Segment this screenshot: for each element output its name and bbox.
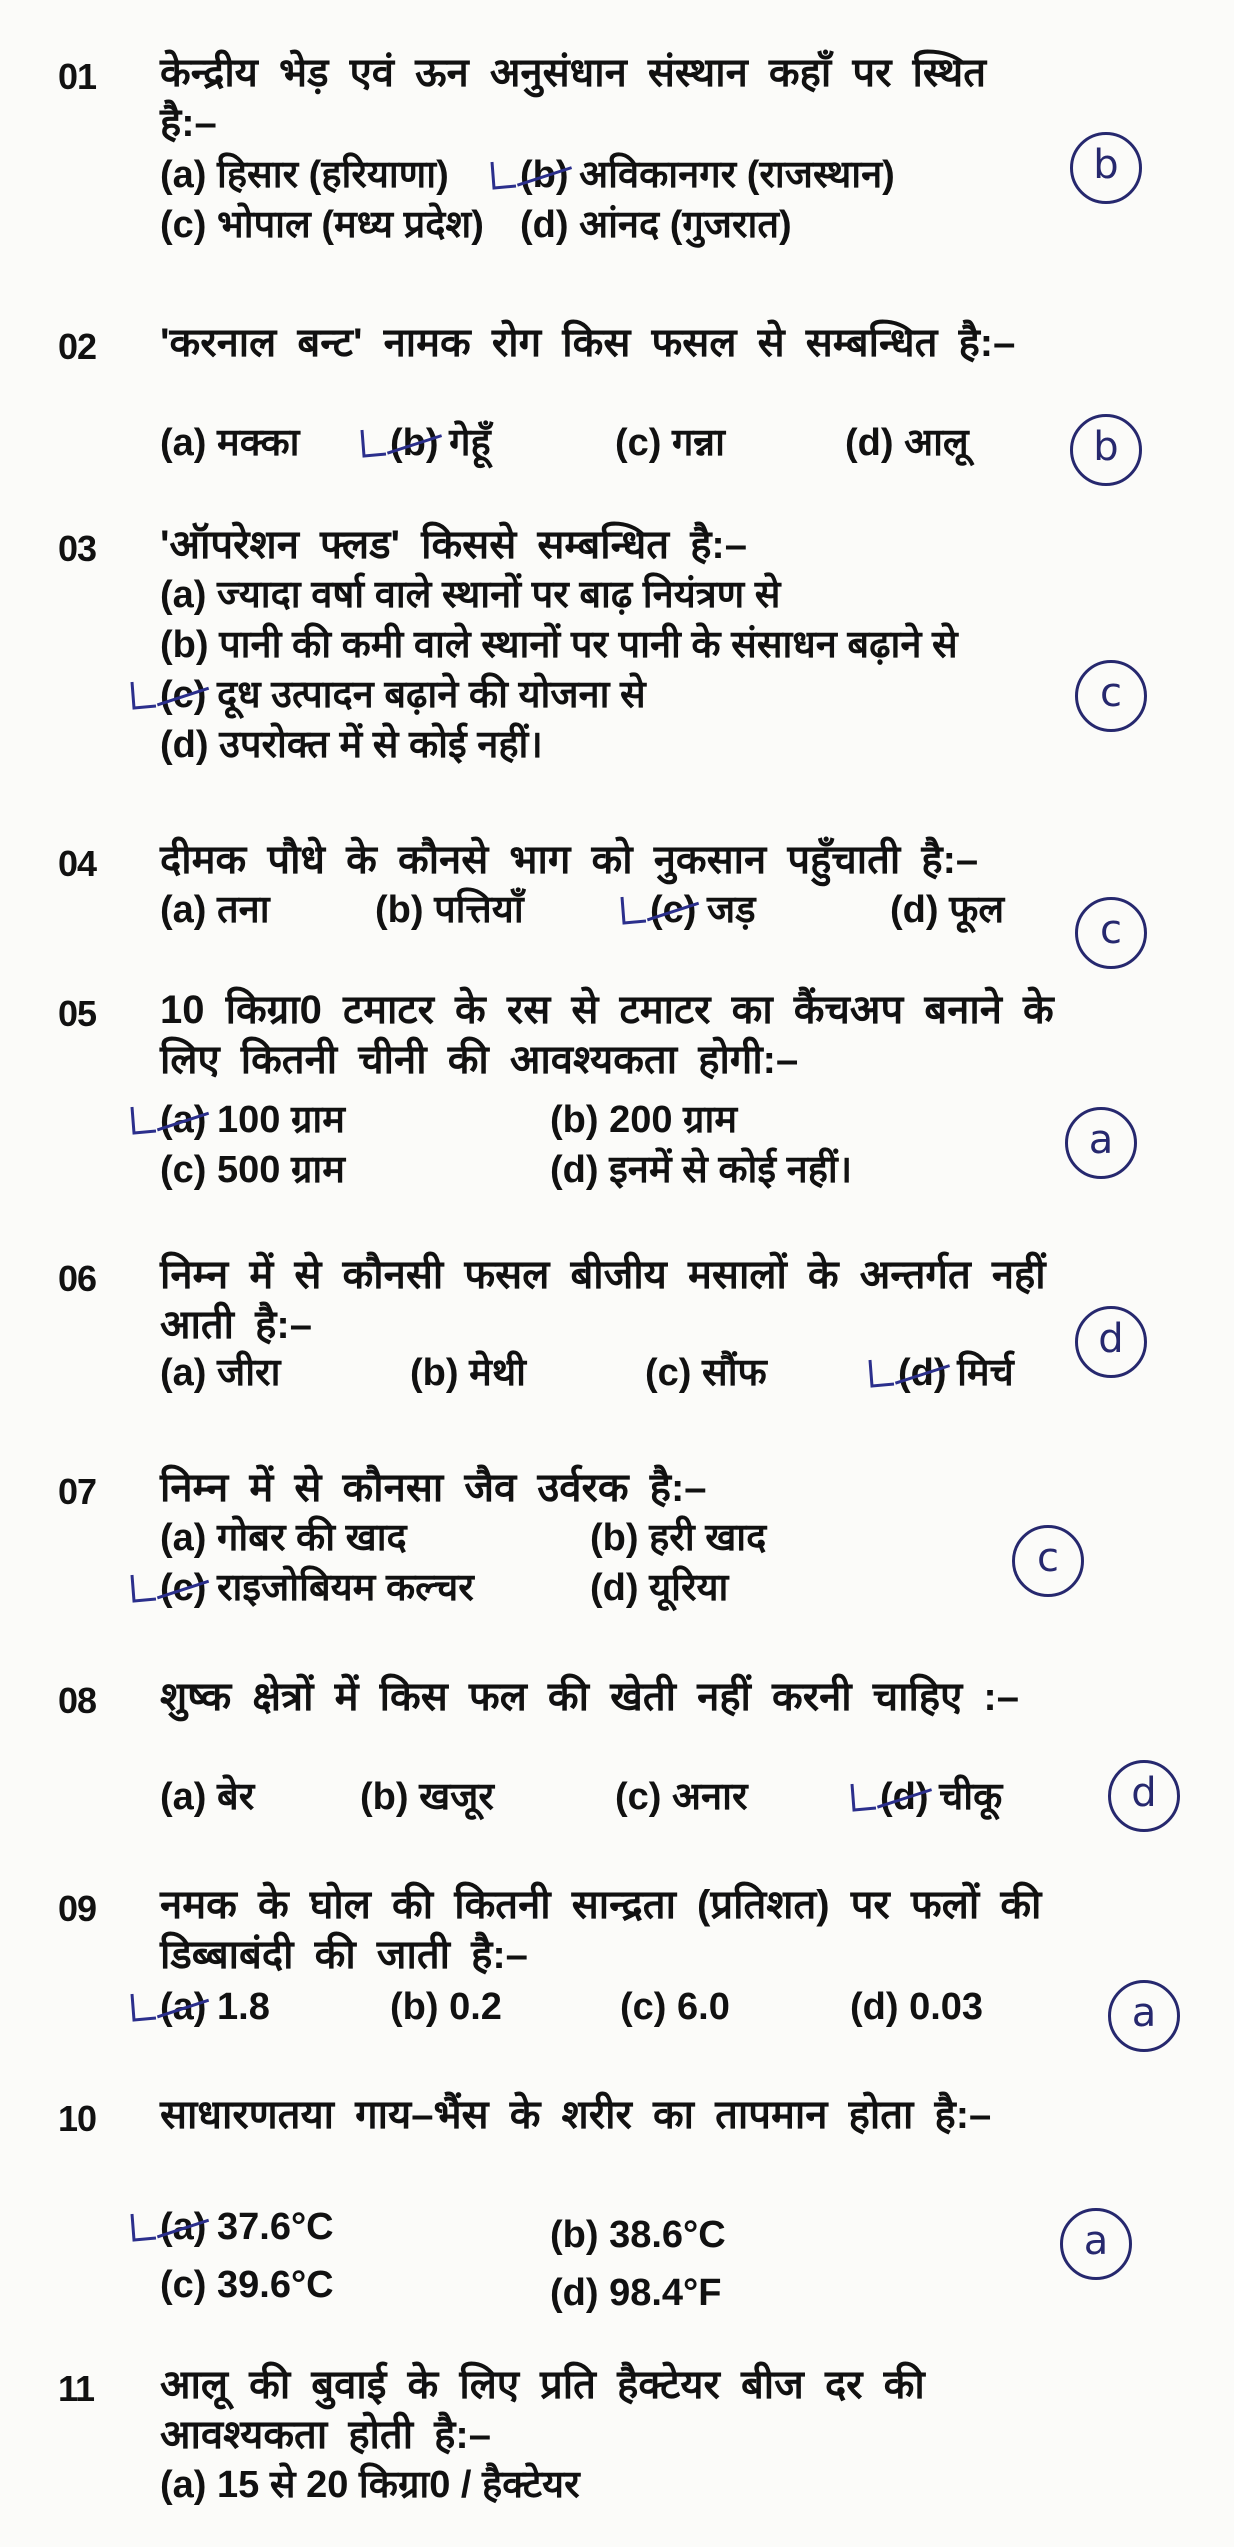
option-a[interactable]: (a) 37.6°C — [160, 2202, 550, 2260]
question-number: 07 — [58, 1471, 97, 1512]
option-c[interactable]: (c) सौंफ — [645, 1352, 767, 1394]
question-number: 09 — [58, 1888, 97, 1929]
question-text: 10 किग्रा0 टमाटर के रस से टमाटर का कैंचअप बनाने के लिए कितनी चीनी की आवश्यकता होगी:– — [160, 988, 1054, 1082]
option-c[interactable]: (c) दूध उत्पादन बढ़ाने की योजना से — [160, 670, 646, 720]
check-mark-icon — [618, 891, 648, 927]
option-d[interactable]: (d) इनमें से कोई नहीं। — [550, 1149, 853, 1191]
options — [160, 2460, 1060, 2510]
option-d[interactable]: (d) चीकू — [880, 1772, 1002, 1822]
question-number: 03 — [58, 528, 97, 569]
options — [160, 1348, 1060, 1398]
question-number: 06 — [58, 1258, 97, 1299]
option-a[interactable]: (a) 100 ग्राम — [160, 1095, 550, 1145]
circled-answer: d — [1108, 1760, 1180, 1832]
question-text: निम्न में से कौनसी फसल बीजीय मसालों के अन्तर्गत नहीं आती है:– — [160, 1253, 1046, 1347]
circled-answer: c — [1075, 897, 1147, 969]
question-number: 05 — [58, 993, 97, 1034]
option-b[interactable]: (b) हरी खाद — [590, 1517, 767, 1559]
option-c[interactable]: (c) भोपाल (मध्य प्रदेश) — [160, 204, 484, 246]
option-b[interactable]: (b) मेथी — [410, 1352, 526, 1394]
option-a[interactable]: (a) तना — [160, 889, 270, 931]
question-text: केन्द्रीय भेड़ एवं ऊन अनुसंधान संस्थान कहाँ पर स्थित है:– — [160, 51, 987, 145]
options — [160, 2202, 1060, 2318]
question-text: नमक के घोल की कितनी सान्द्रता (प्रतिशत) पर फलों की डिब्बाबंदी की जाती है:– — [160, 1883, 1042, 1977]
question-number: 01 — [58, 56, 97, 97]
question-number: 08 — [58, 1680, 97, 1721]
option-c[interactable]: (c) राइजोबियम कल्चर — [160, 1563, 590, 1613]
option-c[interactable]: (c) जड़ — [650, 885, 890, 935]
question-text: आलू की बुवाई के लिए प्रति हैक्टेयर बीज दर की आवश्यकता होती है:– — [160, 2363, 925, 2457]
question-text: साधारणतया गाय–भैंस के शरीर का तापमान होता है:– — [160, 2093, 992, 2137]
option-d[interactable]: (d) आलू — [845, 422, 969, 464]
option-b[interactable]: (b) अविकानगर (राजस्थान) — [520, 150, 895, 200]
options — [160, 885, 1060, 935]
question-text: निम्न में से कौनसा जैव उर्वरक है:– — [160, 1466, 707, 1510]
option-c[interactable]: (c) अनार — [615, 1776, 748, 1818]
check-mark-icon — [866, 1354, 896, 1390]
option-d[interactable]: (d) यूरिया — [590, 1567, 729, 1609]
check-mark-icon — [128, 1101, 158, 1137]
check-mark-icon — [128, 1569, 158, 1605]
circled-answer: b — [1070, 132, 1142, 204]
question-text: दीमक पौधे के कौनसे भाग को नुकसान पहुँचाती है:– — [160, 838, 979, 882]
circled-answer: b — [1070, 414, 1142, 486]
check-mark-icon — [848, 1778, 878, 1814]
option-d[interactable]: (d) 98.4°F — [550, 2272, 722, 2314]
option-a[interactable]: (a) 1.8 — [160, 1982, 390, 2032]
option-d[interactable]: (d) फूल — [890, 889, 1005, 931]
option-b[interactable]: (b) 38.6°C — [550, 2214, 726, 2256]
check-mark-icon — [128, 676, 158, 712]
circled-answer: d — [1075, 1306, 1147, 1378]
option-a[interactable]: (a) बेर — [160, 1776, 255, 1818]
circled-answer: c — [1075, 660, 1147, 732]
option-a[interactable]: (a) मक्का — [160, 422, 300, 464]
options — [160, 1095, 1060, 1195]
question-number: 02 — [58, 326, 97, 367]
options — [160, 1772, 1060, 1822]
option-a[interactable]: (a) गोबर की खाद — [160, 1517, 407, 1559]
option-c[interactable]: (c) 39.6°C — [160, 2264, 334, 2306]
circled-answer: c — [1012, 1525, 1084, 1597]
option-c[interactable]: (c) 6.0 — [620, 1986, 730, 2028]
option-a[interactable]: (a) 15 से 20 किग्रा0 / हैक्टेयर — [160, 2464, 580, 2506]
question-text: 'करनाल बन्ट' नामक रोग किस फसल से सम्बन्धित है:– — [160, 321, 1016, 365]
option-d[interactable]: (d) मिर्च — [898, 1348, 1014, 1398]
check-mark-icon — [488, 156, 518, 192]
question-number: 10 — [58, 2098, 97, 2139]
option-b[interactable]: (b) पत्तियाँ — [375, 889, 524, 931]
options — [160, 1982, 1060, 2032]
circled-answer: a — [1108, 1980, 1180, 2052]
option-b[interactable]: (b) गेहूँ — [390, 418, 615, 468]
option-d[interactable]: (d) 0.03 — [850, 1986, 984, 2028]
option-b[interactable]: (b) पानी की कमी वाले स्थानों पर पानी के संसाधन बढ़ाने से — [160, 624, 958, 666]
option-b[interactable]: (b) 200 ग्राम — [550, 1099, 738, 1141]
option-b[interactable]: (b) खजूर — [360, 1776, 494, 1818]
check-mark-icon — [358, 424, 388, 460]
option-c[interactable]: (c) गन्ना — [615, 422, 725, 464]
options — [160, 570, 1060, 770]
options — [160, 1513, 1060, 1613]
options — [160, 150, 1060, 250]
question-text: 'ऑपरेशन फ्लड' किससे सम्बन्धित है:– — [160, 523, 748, 567]
question-text: शुष्क क्षेत्रों में किस फल की खेती नहीं करनी चाहिए :– — [160, 1675, 1019, 1719]
option-a[interactable]: (a) ज्यादा वर्षा वाले स्थानों पर बाढ़ नियंत्रण से — [160, 574, 781, 616]
option-c[interactable]: (c) 500 ग्राम — [160, 1149, 345, 1191]
circled-answer: a — [1065, 1107, 1137, 1179]
circled-answer: a — [1060, 2208, 1132, 2280]
option-a[interactable]: (a) हिसार (हरियाणा) — [160, 154, 449, 196]
option-d[interactable]: (d) उपरोक्त में से कोई नहीं। — [160, 724, 543, 766]
option-b[interactable]: (b) 0.2 — [390, 1986, 502, 2028]
option-d[interactable]: (d) आंनद (गुजरात) — [520, 204, 792, 246]
option-a[interactable]: (a) जीरा — [160, 1352, 281, 1394]
check-mark-icon — [128, 2208, 158, 2244]
question-number: 04 — [58, 843, 97, 884]
question-number: 11 — [58, 2368, 95, 2409]
check-mark-icon — [128, 1988, 158, 2024]
options — [160, 418, 1060, 468]
